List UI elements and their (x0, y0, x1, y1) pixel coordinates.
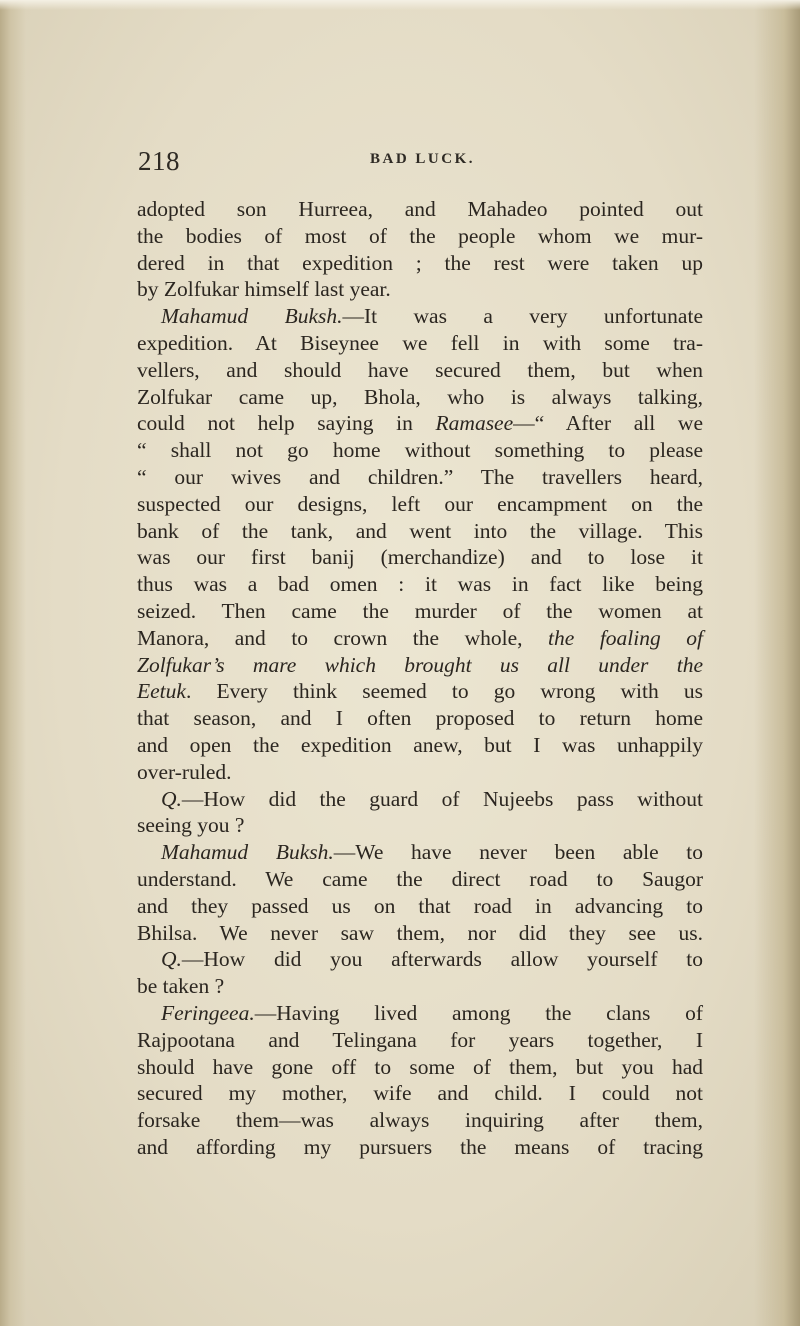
text-segment: and they passed us on that road in advancing to (137, 893, 703, 918)
text-line (137, 866, 703, 893)
text-line (137, 920, 703, 947)
text-line (137, 1107, 703, 1134)
text-line (137, 946, 703, 973)
italic-text: Mahamud Buksh. (161, 304, 343, 329)
text-segment: could not help saying in (137, 411, 436, 436)
text-line (137, 250, 703, 277)
text-line (137, 223, 703, 250)
italic-text: Zolfukar’s mare which brought us all under the (137, 652, 703, 677)
page-left-edge-shadow (0, 0, 26, 1326)
text-segment: dered in that expedition ; the rest were taken up (137, 250, 703, 275)
text-line (137, 491, 703, 518)
text-line (137, 1134, 703, 1161)
text-segment: —“ After all we (513, 411, 703, 436)
text-segment: Rajpootana and Telingana for years together, I (137, 1027, 703, 1052)
italic-text: Mahamud Buksh. (161, 840, 334, 865)
text-segment: —We have never been able to (333, 840, 704, 865)
text-line (137, 303, 703, 330)
text-line (137, 1080, 703, 1107)
text-segment: . Every think seemed to go wrong with us (185, 679, 703, 704)
text-segment: —Having lived among the clans of (254, 1000, 703, 1025)
page-right-edge-shadow (754, 0, 800, 1326)
text-line (137, 598, 703, 625)
text-line (137, 464, 703, 491)
text-segment: bank of the tank, and went into the village. This (137, 518, 703, 543)
text-segment: forsake them—was always inquiring after them, (137, 1108, 703, 1133)
text-line (137, 678, 703, 705)
text-line (137, 759, 703, 786)
italic-text: Ramasee (435, 411, 514, 436)
text-line (137, 973, 703, 1000)
text-line (137, 330, 703, 357)
text-segment: that season, and I often proposed to return home (137, 706, 703, 731)
text-segment: expedition. At Biseynee we fell in with some tra- (137, 330, 703, 355)
running-head: BAD LUCK. (370, 151, 476, 167)
italic-text: Q. (161, 947, 182, 972)
text-line (137, 812, 703, 839)
text-line (137, 384, 703, 411)
text-segment: thus was a bad omen : it was in fact like being (137, 572, 703, 597)
text-segment: should have gone off to some of them, but you had (137, 1054, 703, 1079)
text-segment: by Zolfukar himself last year. (137, 277, 391, 302)
text-line (137, 196, 703, 223)
text-line (137, 893, 703, 920)
italic-text: Eetuk (137, 679, 186, 704)
text-line (137, 1000, 703, 1027)
text-segment: understand. We came the direct road to Saugor (137, 866, 703, 891)
text-segment: —How did the guard of Nujeebs pass without (181, 786, 703, 811)
italic-text: the foaling of (548, 625, 703, 650)
text-line (137, 839, 703, 866)
italic-text: Q. (161, 786, 182, 811)
text-segment: —It was a very unfortunate (342, 304, 703, 329)
text-line (137, 625, 703, 652)
text-segment: vellers, and should have secured them, but when (137, 357, 703, 382)
text-segment: Manora, and to crown the whole, (137, 625, 549, 650)
text-line (137, 1054, 703, 1081)
text-segment: and open the expedition anew, but I was unhappily (137, 732, 703, 757)
text-segment: be taken ? (137, 974, 225, 999)
text-line (137, 652, 703, 679)
text-line (137, 732, 703, 759)
text-segment: —How did you afterwards allow yourself to (181, 947, 703, 972)
text-segment: and affording my pursuers the means of tracing (137, 1134, 703, 1159)
text-segment: Zolfukar came up, Bhola, who is always talking, (137, 384, 703, 409)
page-top-edge (0, 0, 800, 10)
text-segment: adopted son Hurreea, and Mahadeo pointed out (137, 197, 703, 221)
text-line (137, 357, 703, 384)
text-line (137, 1027, 703, 1054)
text-line (137, 437, 703, 464)
text-segment: seized. Then came the murder of the women at (137, 598, 703, 623)
text-segment: seeing you ? (137, 813, 245, 838)
body-text (137, 196, 703, 1161)
text-segment: “ our wives and children.” The travellers heard, (137, 464, 703, 489)
text-line (137, 571, 703, 598)
text-line (137, 544, 703, 571)
text-segment: was our first banij (merchandize) and to lose it (137, 545, 703, 570)
text-line (137, 276, 703, 303)
text-segment: the bodies of most of the people whom we mur- (137, 223, 703, 248)
text-segment: “ shall not go home without something to please (137, 438, 703, 463)
text-segment: over-ruled. (137, 759, 232, 784)
text-line (137, 705, 703, 732)
page-number: 218 (138, 146, 180, 176)
text-segment: Bhilsa. We never saw them, nor did they see us. (137, 920, 703, 945)
text-segment: secured my mother, wife and child. I could not (137, 1081, 703, 1106)
italic-text: Feringeea. (161, 1000, 255, 1025)
text-line (137, 786, 703, 813)
text-line (137, 410, 703, 437)
text-line (137, 518, 703, 545)
text-segment: suspected our designs, left our encampment on the (137, 491, 703, 516)
